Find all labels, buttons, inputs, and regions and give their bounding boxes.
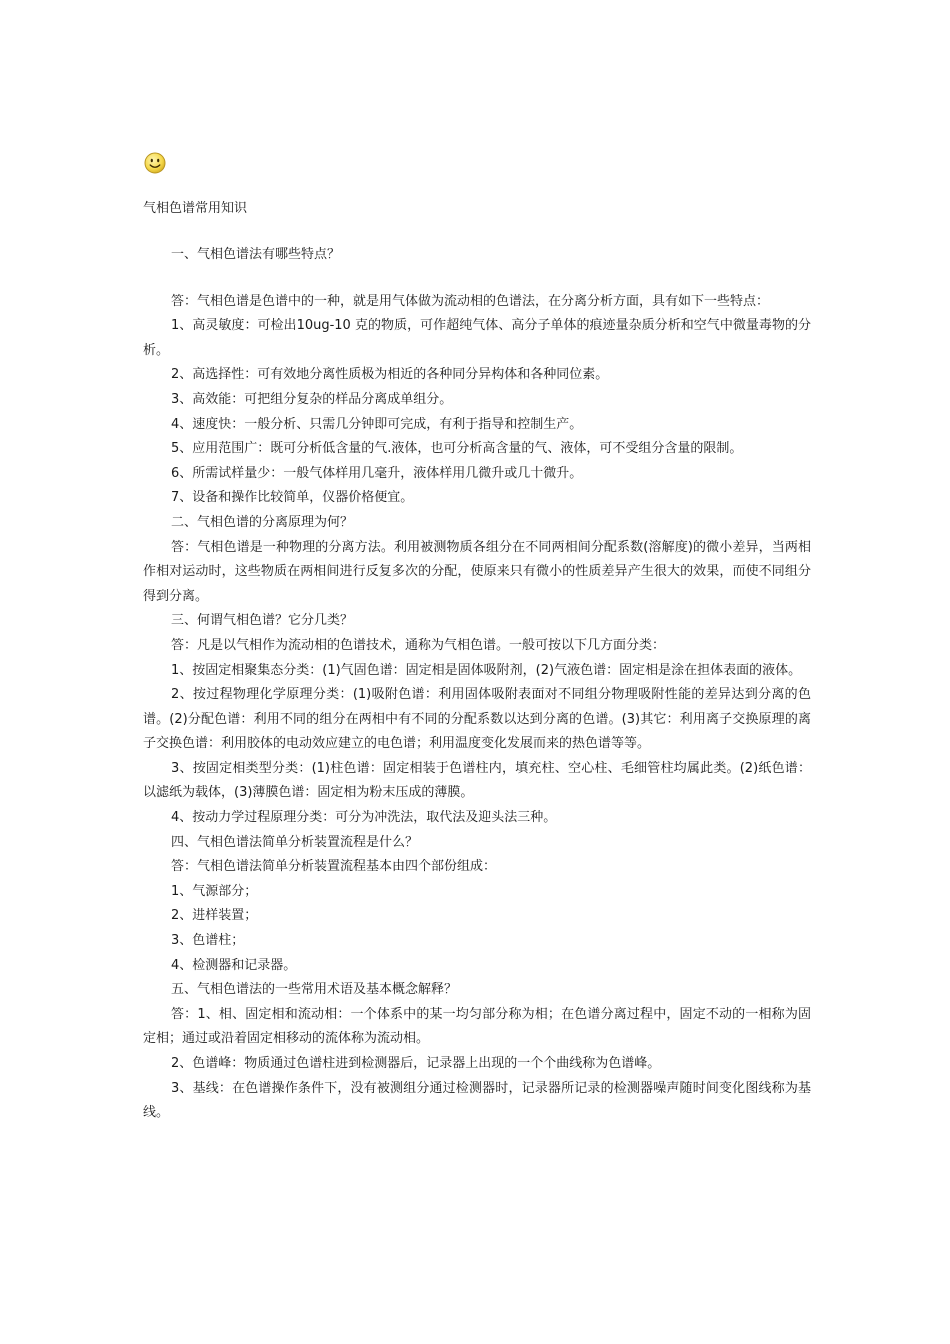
- list-item: 6、所需试样量少：一般气体样用几毫升，液体样用几微升或几十微升。: [171, 465, 583, 481]
- section-heading-3: 三、何谓气相色谱？它分几类？: [171, 613, 354, 629]
- document-title: 气相色谱常用知识: [143, 201, 248, 216]
- list-item: 7、设备和操作比较简单，仪器价格便宜。: [171, 490, 414, 506]
- list-item: 2、按过程物理化学原理分类：(1)吸附色谱：利用固体吸附表面对不同组分物理吸附性能的差异达到分离的色谱。(2)分配色谱：利用不同的组分在两相中有不同的分配系数以达到分离的色谱。(3)其它：利用离子交换原理的离子交换色谱：利用胶体的电动效应建立的电色谱；利用温度变化发展而来的热色谱等等。: [143, 687, 811, 752]
- list-item: 1、气源部分；: [171, 883, 258, 899]
- list-item: 2、进样装置；: [171, 908, 258, 924]
- paragraph: 答：气相色谱法简单分析装置流程基本由四个部份组成：: [171, 859, 497, 875]
- paragraph: 答：气相色谱是色谱中的一种，就是用气体做为流动相的色谱法，在分离分析方面，具有如下一些特点：: [171, 293, 770, 309]
- smiley-face-icon: [144, 152, 166, 174]
- section-heading-1: 一、气相色谱法有哪些特点？: [171, 247, 341, 262]
- list-item: 3、基线：在色谱操作条件下，没有被测组分通过检测器时，记录器所记录的检测器噪声随时间变化图线称为基线。: [143, 1080, 811, 1121]
- list-item: 3、高效能：可把组分复杂的样品分离成单组分。: [171, 391, 453, 407]
- list-item: 3、按固定相类型分类：(1)柱色谱：固定相装于色谱柱内，填充柱、空心柱、毛细管柱均属此类。(2)纸色谱：以滤纸为载体，(3)薄膜色谱：固定相为粉末压成的薄膜。: [143, 760, 811, 801]
- paragraph: 答：凡是以气相作为流动相的色谱技术，通称为气相色谱。一般可按以下几方面分类：: [171, 637, 666, 653]
- list-item: 1、按固定相聚集态分类：(1)气固色谱：固定相是固体吸附剂，(2)气液色谱：固定相是涂在担体表面的液体。: [171, 662, 802, 678]
- list-item: 4、检测器和记录器。: [171, 957, 297, 973]
- section-heading-2: 二、气相色谱的分离原理为何？: [171, 514, 354, 530]
- section-heading-4: 四、气相色谱法简单分析装置流程是什么？: [171, 834, 419, 850]
- list-item: 1、高灵敏度：可检出10ug-10 克的物质，可作超纯气体、高分子单体的痕迹量杂质分析和空气中微量毒物的分析。: [143, 318, 811, 358]
- document-body: [143, 243, 811, 1126]
- section-heading-5: 五、气相色谱法的一些常用术语及基本概念解释？: [171, 982, 458, 998]
- list-item: 5、应用范围广：既可分析低含量的气.液体，也可分析高含量的气、液体，可不受组分含量的限制。: [171, 441, 743, 457]
- list-item: 2、色谱峰：物质通过色谱柱进到检测器后，记录器上出现的一个个曲线称为色谱峰。: [171, 1056, 661, 1071]
- list-item: 3、色谱柱；: [171, 933, 245, 949]
- paragraph: 答：1、相、固定相和流动相：一个体系中的某一均匀部分称为相；在色谱分离过程中，固定不动的一相称为固定相；通过或沿着固定相移动的流体称为流动相。: [143, 1006, 811, 1047]
- list-item: 2、高选择性：可有效地分离性质极为相近的各种同分异构体和各种同位素。: [171, 367, 609, 383]
- paragraph: 答：气相色谱是一种物理的分离方法。利用被测物质各组分在不同两相间分配系数(溶解度)的微小差异，当两相作相对运动时，这些物质在两相间进行反复多次的分配，使原来只有微小的性质差异产生很大的效果，而使不同组分得到分离。: [143, 539, 811, 604]
- list-item: 4、速度快：一般分析、只需几分钟即可完成，有利于指导和控制生产。: [171, 416, 583, 432]
- list-item: 4、按动力学过程原理分类：可分为冲洗法，取代法及迎头法三种。: [171, 810, 557, 826]
